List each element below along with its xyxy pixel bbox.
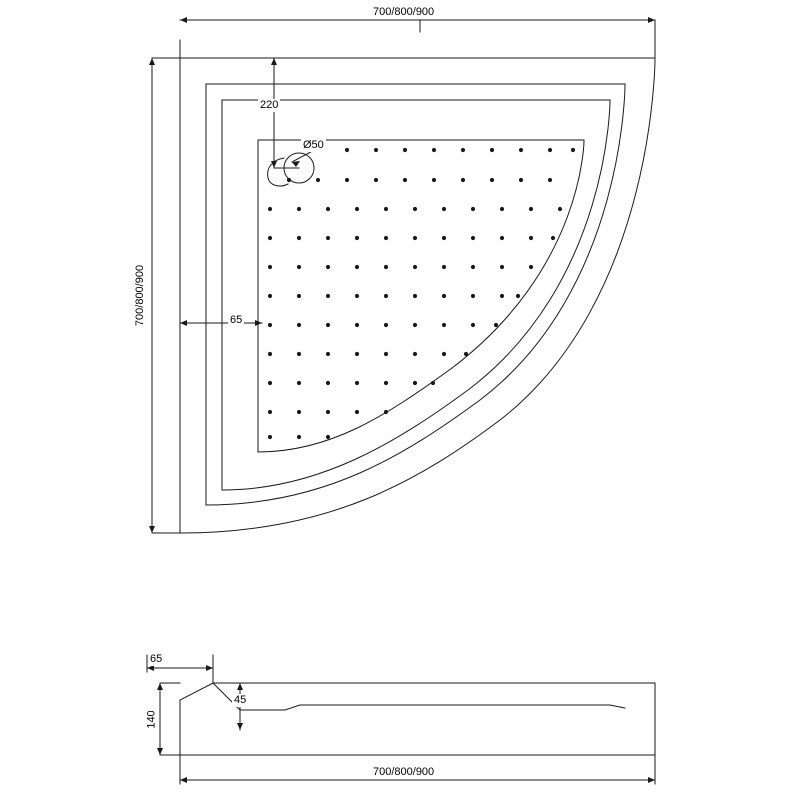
tray-outer-outline [180,58,655,533]
arrow-left-bottom [149,526,155,533]
arrow-left-top [149,58,155,65]
arrow-140-top [157,683,163,690]
section-outline [180,683,655,755]
dim-label-drain-offset-top: 220 [260,99,279,111]
arrow-45-bottom [237,723,243,730]
arrow-140-bottom [157,748,163,755]
section-floor-line [240,705,625,710]
arrow-65-sec-right [206,665,213,671]
arrow-drain-leader [292,161,300,167]
dim-label-section-bottom-width: 700/800/900 [373,766,435,778]
dim-label-plan-left-height: 700/800/900 [134,264,147,327]
arrow-bottom-right [648,777,655,783]
arrow-220-top [271,58,277,65]
arrow-220-bottom [271,161,277,168]
dim-label-section-lip-height: 45 [234,694,247,706]
arrow-65-plan-left [180,320,187,326]
anti-slip-dots [268,148,575,439]
arrow-bottom-left [180,777,187,783]
tray-floor-outline [258,140,584,452]
arrow-45-top [237,683,243,690]
dim-label-section-total-height: 140 [145,710,158,729]
dim-label-rim-offset-left: 65 [230,314,243,326]
dim-label-plan-top-width: 700/800/900 [373,6,435,18]
arrow-top-left [180,17,187,23]
arrow-top-right [648,17,655,23]
dim-label-drain-diameter: Ø50 [303,139,324,151]
dim-label-section-rim-offset: 65 [150,653,163,665]
